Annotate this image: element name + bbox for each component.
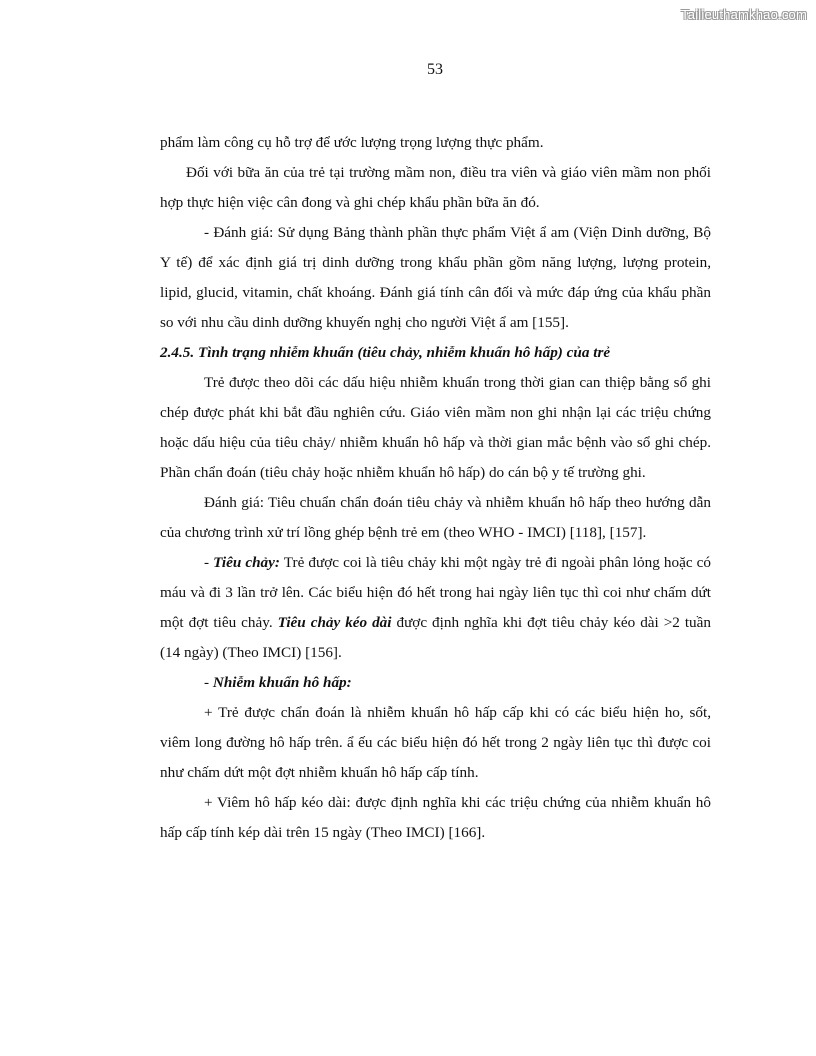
paragraph-diarrhea xyxy=(160,548,711,668)
diarrhea-term: Tiêu chảy: xyxy=(213,554,280,571)
diarrhea-definition: Trẻ được coi là tiêu chảy khi một ngày trẻ đi ngoài phân lỏng hoặc có máu và đi 3 lần trở lên. Các biểu hiện đó hết trong hai ngày liên tục thì coi như chấm dứt một đợt tiêu chảy. xyxy=(160,554,712,631)
diarrhea-dash: - xyxy=(204,554,214,571)
page-number: 53 xyxy=(427,61,443,78)
section-heading: 2.4.5. Tình trạng nhiễm khuẩn (tiêu chảy, nhiễm khuẩn hô hấp) của trẻ xyxy=(160,344,611,361)
paragraph-monitoring: Trẻ được theo dõi các dấu hiệu nhiễm khuẩn trong thời gian can thiệp bằng sổ ghi chép được phát khi bắt đầu nghiên cứu. Giáo viên mầm non ghi nhận lại các triệu chứng hoặc dấu hiệu của tiêu chảy/ nhiễm khuẩn hô hấp và thời gian mắc bệnh vào sổ ghi chép. Phần chẩn đoán (tiêu chảy hoặc nhiễm khuẩn hô hấp) do cán bộ y tế trường ghi. xyxy=(160,374,711,481)
paragraph-prolonged-respiratory: + Viêm hô hấp kéo dài: được định nghĩa khi các triệu chứng của nhiễm khuẩn hô hấp cấp tính kép dài trên 15 ngày (Theo IMCI) [166]. xyxy=(160,794,711,841)
prolonged-diarrhea-definition: được định nghĩa khi đợt tiêu chảy kéo dài >2 tuần (14 ngày) (Theo IMCI) [156]. xyxy=(160,614,711,661)
respiratory-term: Nhiễm khuẩn hô hấp: xyxy=(212,674,352,691)
watermark: Tailieuthamkhao.com xyxy=(681,7,807,22)
document-body xyxy=(160,128,711,848)
paragraph-respiratory-heading xyxy=(160,668,711,698)
respiratory-dash: - xyxy=(204,674,213,691)
paragraph-continuation: phẩm làm công cụ hỗ trợ để ước lượng trọng lượng thực phẩm. xyxy=(160,134,544,151)
paragraph-acute-respiratory: + Trẻ được chẩn đoán là nhiễm khuẩn hô hấp cấp khi có các biểu hiện ho, sốt, viêm long đường hô hấp trên. ẩ ếu các biểu hiện đó hết trong 2 ngày liên tục thì được coi như chấm dứt một đợt nhiễm khuẩn hô hấp cấp tính. xyxy=(160,704,711,781)
prolonged-diarrhea-term: Tiêu chảy kéo dài xyxy=(277,614,392,631)
paragraph-diagnosis-criteria: Đánh giá: Tiêu chuẩn chẩn đoán tiêu chảy và nhiễm khuẩn hô hấp theo hướng dẫn của chương trình xử trí lồng ghép bệnh trẻ em (theo WHO - IMCI) [118], [157]. xyxy=(160,494,711,541)
paragraph-meal-survey: Đối với bữa ăn của trẻ tại trường mầm non, điều tra viên và giáo viên mầm non phối hợp thực hiện việc cân đong và ghi chép khẩu phần bữa ăn đó. xyxy=(160,164,711,211)
paragraph-evaluation: - Đánh giá: Sử dụng Bảng thành phần thực phẩm Việt ẩ am (Viện Dinh dưỡng, Bộ Y tế) để xác định giá trị dinh dưỡng trong khẩu phần gồm năng lượng, lượng protein, lipid, glucid, vitamin, chất khoáng. Đánh giá tính cân đối và mức đáp ứng của khẩu phần so với nhu cầu dinh dưỡng khuyến nghị cho người Việt ẩ am [155]. xyxy=(160,224,711,331)
